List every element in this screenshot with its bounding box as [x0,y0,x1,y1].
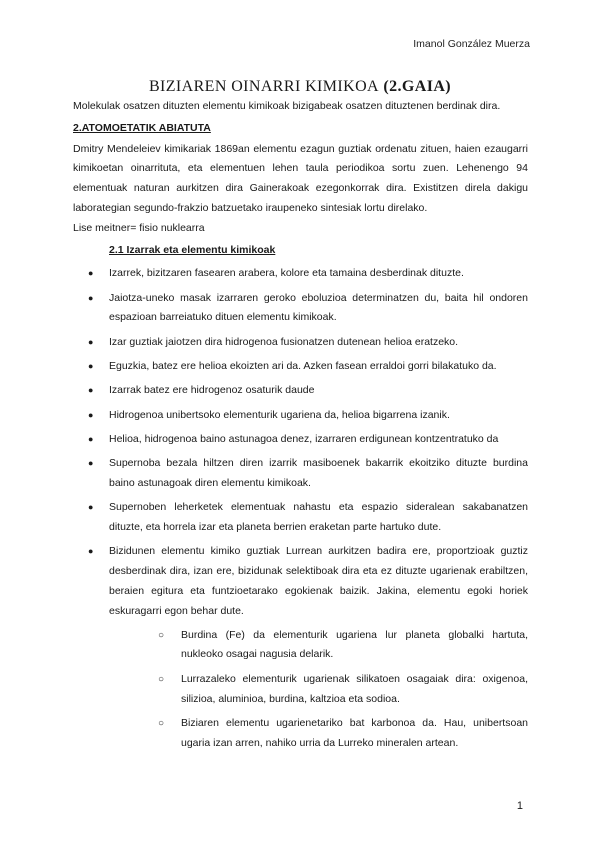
list-item [73,406,528,426]
circle-bullet-icon: ○ [158,629,165,641]
circle-bullet-icon: ○ [158,673,165,685]
sub-list-item-text: Lurrazaleko elementurik ugarienak silikatoen osagaiak dira: oxigenoa, silizioa, aluminioa, burdina, kaltzioa eta sodioa. [181,672,528,705]
bullet-icon: ● [88,361,94,372]
list-item [73,454,528,494]
circle-bullet-icon: ○ [158,717,165,729]
sub-list-item [145,670,528,710]
bullet-icon: ● [88,268,94,279]
subsection-heading: 2.1 Izarrak eta elementu kimikoak [109,243,276,256]
title-main: BIZIAREN OINARRI KIMIKOA [148,78,379,95]
bullet-icon: ● [88,546,94,557]
list-item-text: Bizidunen elementu kimiko guztiak Lurrean aurkitzen badira ere, proportzioak guztiz desberdinak dira, izan ere, bizidunak selektiboak dira eta ez dituzte ugarienak erabiltzen, beraien egitura eta funtzioetarako egokienak baizik. Jakina, elementu egoki horiek eskuragarri egon behar dute. [109,545,528,617]
header-author: Imanol González Muerza [413,38,530,50]
bullet-icon: ● [88,433,94,444]
list-item-text: Supernoba bezala hiltzen diren izarrik masiboenek bakarrik ekoitziko dituzte burdina baino astunagoak diren elementu kimikoak. [109,457,528,490]
sub-list-item-text: Biziaren elementu ugarienetariko bat karbonoa da. Hau, unibertsoan ugaria izan arren, nahiko urria da Lurreko mineralen artean. [181,716,528,749]
list-item-text: Izarrek, bizitzaren fasearen arabera, kolore eta tamaina desberdinak dituzte. [109,267,464,280]
bullet-icon: ● [88,502,94,513]
list-item-text: Izarrak batez ere hidrogenoz osaturik daude [109,384,315,397]
bullet-icon: ● [88,385,94,396]
list-item-text: Izar guztiak jaiotzen dira hidrogenoa fusionatzen dutenean helioa eratzeko. [109,335,459,348]
section-note: Lise meitner= fisio nuklearra [73,221,205,234]
bullet-icon: ● [88,409,94,420]
page-title [0,78,600,96]
list-item [73,264,528,284]
list-item-text: Supernoben leherketek elementuak nahastu eta espazio sideralean sakabanatzen dituzte, eta horrela izar eta planeta berrien eraketan parte hartuko dute. [109,501,528,534]
section-heading: 2.ATOMOETATIK ABIATUTA [73,121,211,134]
list-item [73,289,528,329]
list-item [73,381,528,401]
bullet-list [73,264,528,753]
title-chapter: (2.GAIA) [383,78,452,95]
list-item [73,333,528,353]
sub-bullet-list [109,626,528,754]
page-number: 1 [516,800,523,812]
sub-list-item-text: Burdina (Fe) da elementurik ugariena lur planeta globalki hartuta, nukleoko osagai nagusia delarik. [181,628,528,661]
list-item-text: Hidrogenoa unibertsoko elementurik ugariena da, helioa bigarrena izanik. [109,408,450,421]
list-item-text: Jaiotza-uneko masak izarraren geroko eboluzioa determinatzen du, baita hil ondoren espazioan barreiatuko dituen elementu kimikoak. [109,291,528,324]
bullet-icon: ● [88,336,94,347]
list-item [73,357,528,377]
list-item [73,430,528,450]
bullet-icon: ● [88,292,94,303]
bullet-icon: ● [88,458,94,469]
sub-list-item [145,626,528,666]
list-item-text: Helioa, hidrogenoa baino astunagoa denez, izarraren erdigunean kontzentratuko da [109,432,499,445]
section-paragraph: Dmitry Mendeleiev kimikariak 1869an elementu ezagun guztiak ordenatu zituen, haien ezaugarri kimikoetan oinarrituta, eta elementuen lehen taula periodikoa sortu zuen. Lehenengo 94 elementuak naturan aurkitzen dira Gainerakoak ezegonkorrak dira. Existitzen direla dakigu laborategian segundo-frakzio batzuetako iraupeneko sintesiak lortu direlako. [73,142,528,214]
list-item-text: Eguzkia, batez ere helioa ekoizten ari da. Azken fasean erraldoi gorri bilakatuko da. [109,360,497,373]
document-body [73,97,528,758]
list-item [73,498,528,538]
intro-paragraph: Molekulak osatzen dituzten elementu kimikoak bizigabeak osatzen dituztenen berdinak dira. [73,100,501,112]
sub-list-item [145,714,528,754]
list-item [73,542,528,753]
